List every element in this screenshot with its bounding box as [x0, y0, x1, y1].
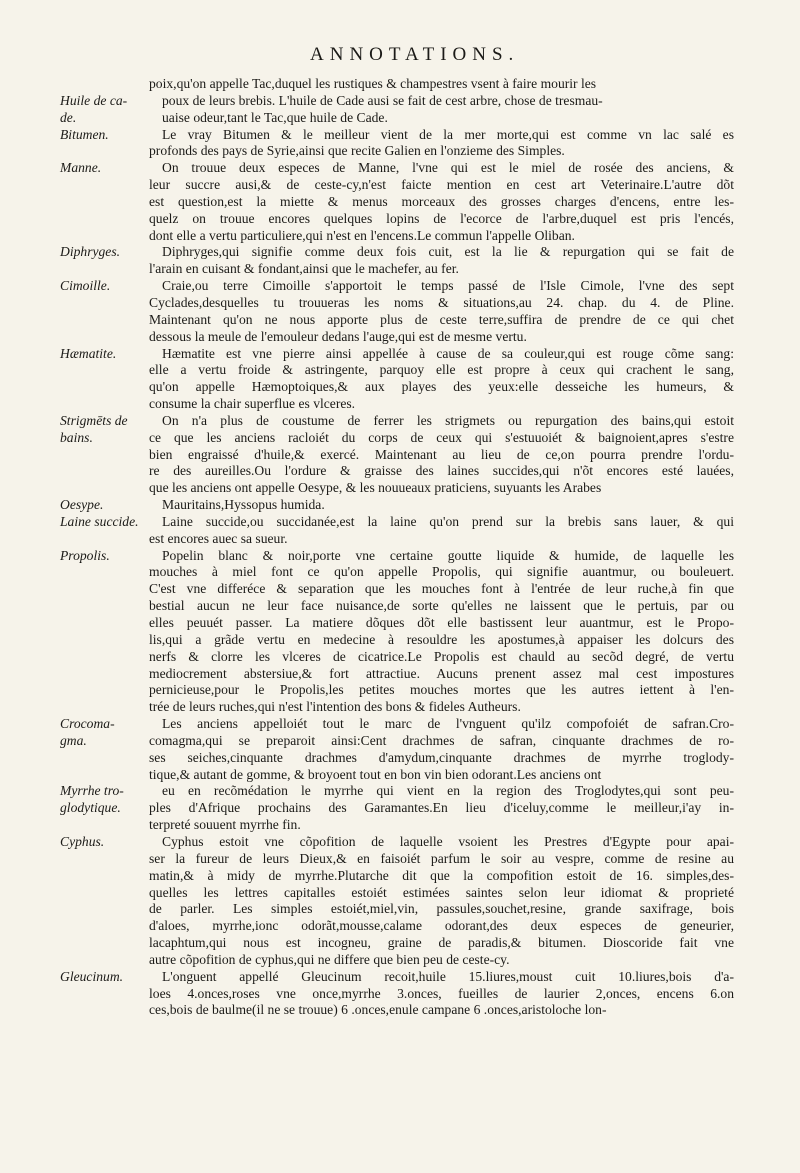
marginal-note: Cimoille. [60, 278, 111, 294]
body-text: terpreté souuent myrrhe fin. [149, 817, 301, 833]
body-text: trée de leurs ruches,qui n'est l'intention des bons & fideles Autheurs. [149, 699, 521, 715]
body-text: dessous la meule de l'emouleur dedans l'auge,qui est de mesme vertu. [149, 328, 527, 344]
marginal-note: bains. [60, 429, 93, 445]
text-line [0, 211, 800, 228]
text-line [0, 160, 800, 177]
body-text: bien engraissé d'huile,& exercé. Maintenant au lieu de ce,on pourra prendre l'ordu- [149, 446, 734, 462]
text-line [0, 733, 800, 750]
body-text: Cyphus estoit vne cõpofition de laquelle vsoient les Prestres d'Egypte pour apai- [162, 833, 734, 849]
text-line [0, 413, 800, 430]
annotation-body [0, 76, 800, 1019]
text-line [0, 497, 800, 514]
body-text: pernicieuse,pour le Propolis,les petites mouches mortes que les autres iettent à l'en- [149, 682, 734, 698]
body-text: consume la chair superflue es vlceres. [149, 396, 356, 412]
text-line [0, 531, 800, 548]
body-text: lacaphtum,qui nous est incogneu, graine de paradis,& bitumen. Dioscoride fait vne [149, 935, 734, 951]
text-line [0, 598, 800, 615]
marginal-note: Strigmēts de [60, 412, 128, 428]
text-line [0, 649, 800, 666]
body-text: ce que les anciens racloiét du corps de ceux qui s'estuuoiét & baignoient,apres s'estre [149, 429, 734, 445]
body-text: Maintenant qu'on ne nous apporte plus de ceste terre,suffira de prendre de ce qui chet [149, 311, 734, 327]
body-text: bestial aucun ne leur face nuisance,de sorte qu'elles ne laissent que le pertuis, par ou [149, 598, 734, 614]
text-line [0, 312, 800, 329]
marginal-note: gma. [60, 732, 87, 748]
body-text: re des aureilles.Ou l'ordure & graisse des laines succides,qui n'õt encores esté lauées, [149, 463, 734, 479]
text-line [0, 447, 800, 464]
body-text: uaise odeur,tant le Tac,que huile de Cade. [162, 109, 388, 125]
body-text: autre cõpofition de cyphus,qui ne differe que bien peu de ceste-cy. [149, 951, 510, 967]
body-text: Popelin blanc & noir,porte vne certaine goutte liquide & humide, de laquelle les [162, 547, 734, 563]
text-line [0, 666, 800, 683]
marginal-note: Myrrhe tro- [60, 783, 124, 799]
text-line [0, 935, 800, 952]
body-text: comagma,qui se preparoit ainsi:Cent drachmes de safran, cinquante drachmes de ro- [149, 732, 734, 748]
text-line [0, 800, 800, 817]
text-line [0, 362, 800, 379]
body-text: de parler. Les simples estoiét,miel,vin, passules,souchet,resine, grande saxifrage, bois [149, 901, 734, 917]
text-line [0, 430, 800, 447]
body-text: Craie,ou terre Cimoille s'apportoit le temps passé de l'Isle Cimole, l'vne des sept [162, 278, 734, 294]
text-line [0, 767, 800, 784]
text-line [0, 716, 800, 733]
text-line [0, 851, 800, 868]
body-text: Hæmatite est vne pierre ainsi appellée à cause de sa couleur,qui est rouge cõme sang: [162, 345, 734, 361]
text-line [0, 396, 800, 413]
body-text: leur succre ausi,& de ceste-cy,n'est faicte mention en cest art Veterinaire.L'autre dõt [149, 177, 734, 193]
text-line [0, 834, 800, 851]
body-text: C'est vne differéce & separation que les mouches font à l'entrée de leur ruche,à fin que [149, 581, 734, 597]
marginal-note: Propolis. [60, 547, 110, 563]
text-line [0, 346, 800, 363]
marginal-note: Cyphus. [60, 833, 105, 849]
text-line [0, 986, 800, 1003]
text-line [0, 699, 800, 716]
body-text: tique,& autant de gomme, & broyoent tout en bon vin bien odorant.Les anciens ont [149, 766, 602, 782]
text-line [0, 885, 800, 902]
text-line [0, 143, 800, 160]
body-text: que les anciens ont appelle Oesype, & les nouueaux praticiens, suyuants les Arabes [149, 480, 602, 496]
body-text: ser la fureur de leurs Dieux,& en faisoiét parfum le soir au vespre, comme de resine au [149, 850, 734, 866]
text-line [0, 952, 800, 969]
marginal-note: Oesype. [60, 497, 104, 513]
body-text: Cyclades,desquelles tu trouueras les noms & situations,au 24. chap. du 4. de Pline. [149, 294, 734, 310]
text-line [0, 480, 800, 497]
marginal-note: Diphryges. [60, 244, 121, 260]
text-line [0, 244, 800, 261]
text-line [0, 682, 800, 699]
body-text: matin,& à midy de myrrhe.Plutarche dit que la compofition estoit de 16. simples,des- [149, 867, 734, 883]
body-text: quelz on trouue encores quelques lopins de l'ecorce de l'arbre,duquel est pris l'encés, [149, 210, 734, 226]
body-text: poix,qu'on appelle Tac,duquel les rustiques & champestres vsent à faire mourir les [149, 76, 597, 91]
body-text: eu en recõmédation le myrrhe qui vient en la region des Troglodytes,qui sont peu- [162, 783, 734, 799]
body-text: dont elle a vertu particuliere,qui n'est en l'encens.Le commun l'appelle Oliban. [149, 227, 575, 243]
text-line [0, 329, 800, 346]
text-line [0, 228, 800, 245]
text-line [0, 632, 800, 649]
body-text: profonds des pays de Syrie,ainsi que recite Galien en l'onzieme des Simples. [149, 143, 565, 159]
marginal-note: Laine succide. [60, 513, 139, 529]
text-line [0, 110, 800, 127]
body-text: Laine succide,ou succidanée,est la laine qu'on prend sur la brebis sans lauer, & qui [162, 513, 734, 529]
body-text: elles peuuét passer. La matiere dõques dõt elle bastissent leur auantmur, est le Propo- [149, 615, 734, 630]
text-line [0, 379, 800, 396]
text-line [0, 581, 800, 598]
body-text: On trouue deux especes de Manne, l'vne qui est le miel de rosée des anciens, & [162, 160, 734, 176]
text-line [0, 564, 800, 581]
body-text: quelles les lettres capitalles estoiét estimées saintes selon leur idiomat & proprieté [149, 884, 734, 900]
text-line [0, 548, 800, 565]
text-line [0, 1002, 800, 1019]
body-text: l'arain en cuisant & fondant,ainsi que le machefer, au fer. [149, 261, 459, 277]
text-line [0, 261, 800, 278]
body-text: lis,qui a grãde vertu en medecine à resouldre les apostumes,à appaiser les dolcurs des [149, 631, 734, 647]
body-text: Les anciens appelloiét tout le marc de l'vnguent qu'ilz compofoiét de safran.Cro- [162, 716, 734, 732]
body-text: mediocrement abstersiue,& fort attractiue. Aucuns prenent assez mal cest impostures [149, 665, 734, 681]
body-text: On n'a plus de coustume de ferrer les strigmets ou repurgation des bains,qui estoit [162, 412, 734, 428]
body-text: Le vray Bitumen & le meilleur vient de la mer morte,qui est comme vn lac salé es [162, 126, 734, 142]
body-text: ples d'Afrique prochains des Garamantes.En lieu d'iceluy,comme le meilleur,i'ay in- [149, 800, 734, 816]
body-text: ces,bois de baulme(il ne se trouue) 6 .onces,enule campane 6 .onces,aristoloche lon- [149, 1002, 607, 1018]
text-line [0, 76, 800, 93]
body-text: Diphryges,qui signifie comme deux fois cuit, est la lie & repurgation qui se fait de [162, 244, 734, 260]
body-text: poux de leurs brebis. L'huile de Cade ausi se fait de cest arbre, chose de tresmau- [162, 92, 603, 108]
body-text: L'onguent appellé Gleucinum recoit,huile 15.liures,moust cuit 10.liures,bois d'a- [162, 968, 734, 984]
text-line [0, 177, 800, 194]
text-line [0, 127, 800, 144]
body-text: loes 4.onces,roses vne once,myrrhe 3.onces, fueilles de laurier 2,onces, encens 6.on [149, 985, 734, 1001]
text-line [0, 817, 800, 834]
body-text: mouches à miel font ce qu'on appelle Propolis, qui signifie auantmur, ou bouleuert. [149, 564, 734, 580]
text-line [0, 918, 800, 935]
body-text: est encores auec sa sueur. [149, 530, 288, 546]
text-line [0, 783, 800, 800]
marginal-note: Crocoma- [60, 716, 115, 732]
text-line [0, 969, 800, 986]
body-text: d'aloes, myrrhe,ionc odorãt,mousse,calame odorant,des deux especes de geneurier, [149, 918, 734, 934]
text-line [0, 93, 800, 110]
text-line [0, 194, 800, 211]
body-text: ses seiches,cinquante drachmes d'amydum,cinquante drachmes de myrrhe troglody- [149, 749, 734, 765]
body-text: qu'on appelle Hæmoptoiques,& aux playes des yeux:elle desseiche les humeurs, & [149, 379, 734, 395]
body-text: nerfs & clorre les vlceres de cicatrice.Le Propolis est chauld au secõd degré, de vertu [149, 648, 734, 664]
text-line [0, 901, 800, 918]
marginal-note: Huile de ca- [60, 92, 128, 108]
marginal-note: de. [60, 109, 77, 125]
body-text: est question,est la miette & menus morceaux des grosses charges d'encens, entre les- [149, 193, 734, 209]
text-line [0, 278, 800, 295]
text-line [0, 868, 800, 885]
marginal-note: Bitumen. [60, 126, 109, 142]
running-head: ANNOTATIONS. [310, 44, 520, 65]
marginal-note: Hæmatite. [60, 345, 117, 361]
text-line [0, 295, 800, 312]
text-line [0, 615, 800, 632]
text-line [0, 514, 800, 531]
marginal-note: Gleucinum. [60, 968, 124, 984]
body-text: Mauritains,Hyssopus humida. [162, 497, 325, 513]
body-text: elle a vertu froide & astringente, parquoy elle est propre à ceux qui crachent le sang, [149, 362, 734, 378]
text-line [0, 463, 800, 480]
text-line [0, 750, 800, 767]
marginal-note: Manne. [60, 160, 102, 176]
marginal-note: glodytique. [60, 800, 121, 816]
